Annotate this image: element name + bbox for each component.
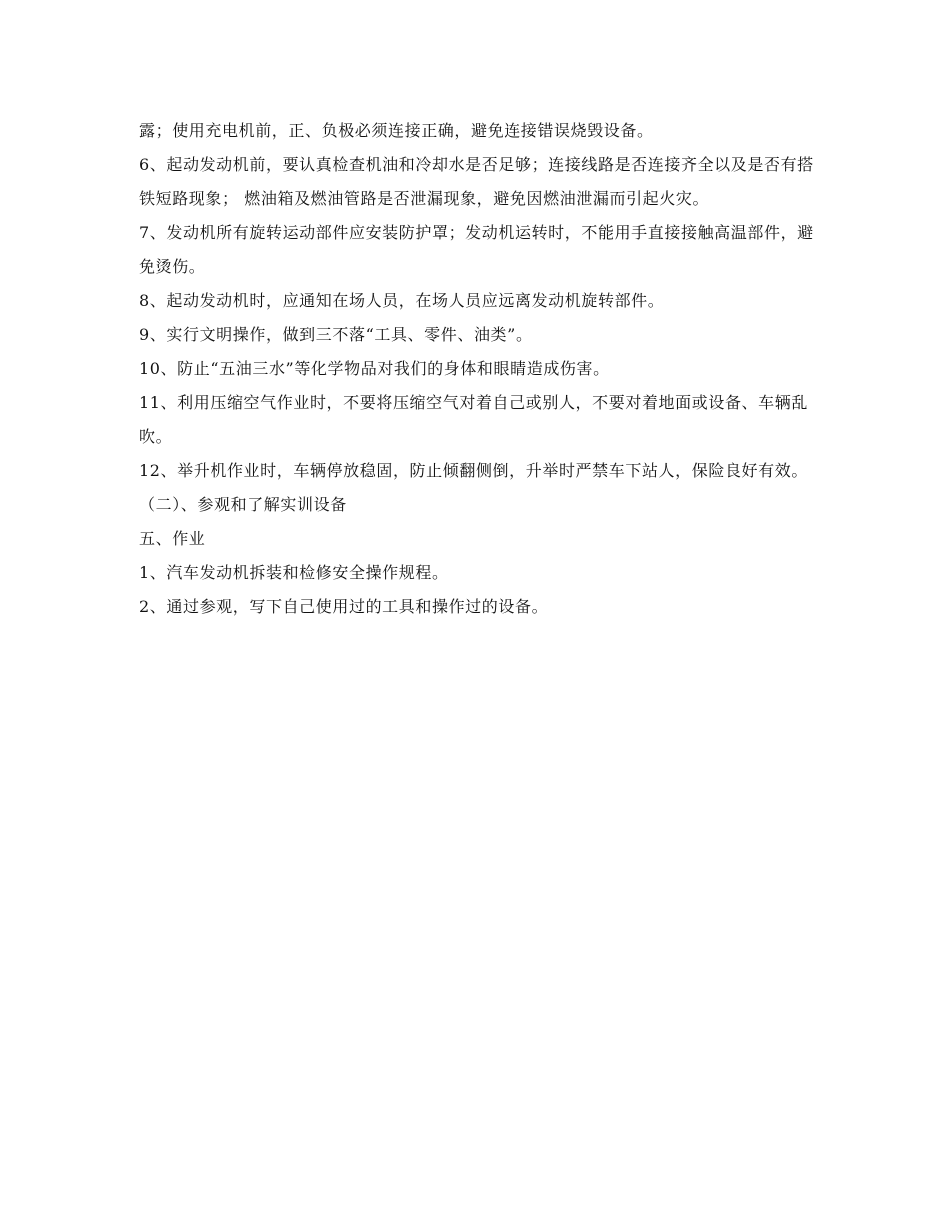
homework-item-2: 2、通过参观，写下自己使用过的工具和操作过的设备。 — [139, 597, 549, 616]
paragraph-item-7: 7、发动机所有旋转运动部件应安装防护罩；发动机运转时，不能用手直接接触高温部件，避免烫伤。 — [139, 223, 814, 276]
paragraph-item-9: 9、实行文明操作，做到三不落“工具、零件、油类”。 — [139, 325, 533, 344]
homework-item-1: 1、汽车发动机拆装和检修安全操作规程。 — [139, 563, 449, 582]
section-heading-visit-equipment: （二）、参观和了解实训设备 — [139, 495, 347, 514]
paragraph-item-12: 12、举升机作业时，车辆停放稳固，防止倾翻侧倒，升举时严禁车下站人，保险良好有效。 — [139, 461, 808, 480]
paragraph-item-6: 6、起动发动机前，要认真检查机油和冷却水是否足够；连接线路是否连接齐全以及是否有搭铁短路现象； 燃油箱及燃油管路是否泄漏现象，避免因燃油泄漏而引起火灾。 — [139, 155, 814, 208]
document-body — [139, 114, 829, 624]
paragraph-item-10: 10、防止“五油三水”等化学物品对我们的身体和眼睛造成伤害。 — [139, 359, 610, 378]
section-heading-homework: 五、作业 — [139, 529, 206, 548]
paragraph-continuation: 露；使用充电机前，正、负极必须连接正确，避免连接错误烧毁设备。 — [139, 121, 654, 140]
paragraph-item-8: 8、起动发动机时，应通知在场人员，在场人员应远离发动机旋转部件。 — [139, 291, 665, 310]
paragraph-item-11: 11、利用压缩空气作业时，不要将压缩空气对着自己或别人，不要对着地面或设备、车辆乱吹。 — [139, 393, 808, 446]
